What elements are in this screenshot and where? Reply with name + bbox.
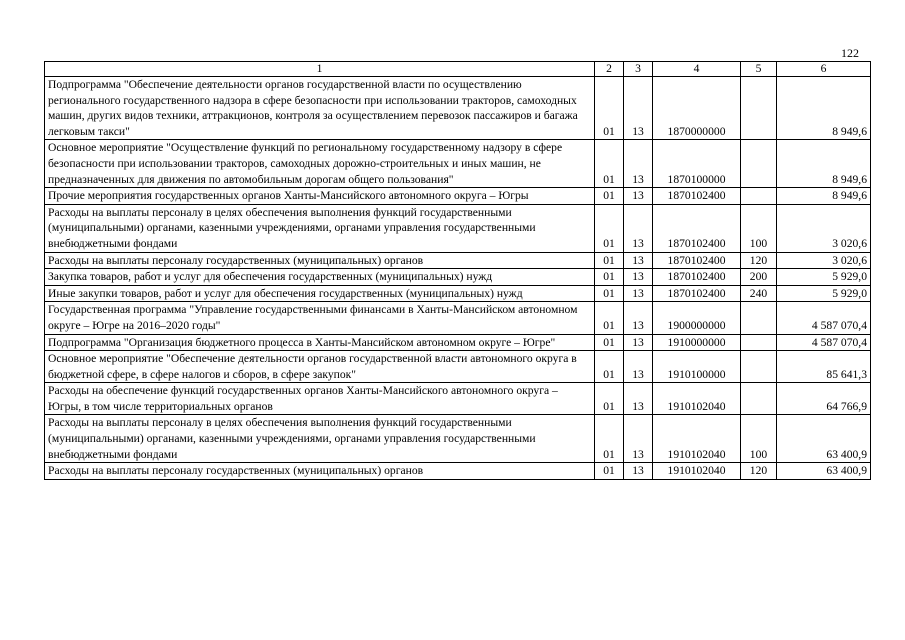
row-target-code: 1910102040 <box>653 463 741 480</box>
row-amount: 63 400,9 <box>777 415 871 463</box>
row-section: 01 <box>595 285 624 302</box>
row-subsection: 13 <box>624 77 653 140</box>
row-target-code: 1870100000 <box>653 140 741 188</box>
row-name: Расходы на выплаты персоналу государственных (муниципальных) органов <box>45 463 595 480</box>
row-expense-type: 120 <box>741 252 777 269</box>
row-target-code: 1910102040 <box>653 383 741 415</box>
row-expense-type: 240 <box>741 285 777 302</box>
row-section: 01 <box>595 204 624 252</box>
row-section: 01 <box>595 77 624 140</box>
row-subsection: 13 <box>624 269 653 286</box>
row-subsection: 13 <box>624 302 653 334</box>
row-section: 01 <box>595 140 624 188</box>
row-expense-type: 100 <box>741 204 777 252</box>
row-target-code: 1870102400 <box>653 269 741 286</box>
row-amount: 5 929,0 <box>777 285 871 302</box>
row-name: Основное мероприятие "Осуществление функций по региональному государственному надзору в сфере безопасности при использовании тракторов, самоходных дорожно-строительных и иных машин, не предназначенных для движения по автомобильным дорогам общего пользования" <box>45 140 595 188</box>
row-expense-type <box>741 334 777 351</box>
row-expense-type <box>741 302 777 334</box>
row-target-code: 1910000000 <box>653 334 741 351</box>
table-row <box>45 269 871 286</box>
row-name: Расходы на выплаты персоналу государственных (муниципальных) органов <box>45 252 595 269</box>
row-name: Основное мероприятие "Обеспечение деятельности органов государственной власти автономного округа в бюджетной сфере, в сфере налогов и сборов, в сфере закупок" <box>45 351 595 383</box>
row-section: 01 <box>595 188 624 205</box>
column-header-2: 2 <box>595 62 624 77</box>
row-name: Расходы на выплаты персоналу в целях обеспечения выполнения функций государственными (муниципальными) органами, казенными учреждениями, органами управления государственными внебюджетными фондами <box>45 415 595 463</box>
row-name: Расходы на выплаты персоналу в целях обеспечения выполнения функций государственными (муниципальными) органами, казенными учреждениями, органами управления государственными внебюджетными фондами <box>45 204 595 252</box>
row-section: 01 <box>595 415 624 463</box>
row-amount: 4 587 070,4 <box>777 334 871 351</box>
row-amount: 3 020,6 <box>777 252 871 269</box>
row-subsection: 13 <box>624 415 653 463</box>
row-subsection: 13 <box>624 285 653 302</box>
row-section: 01 <box>595 334 624 351</box>
row-subsection: 13 <box>624 463 653 480</box>
row-name: Государственная программа "Управление государственными финансами в Ханты-Мансийском автономном округе – Югре на 2016–2020 годы" <box>45 302 595 334</box>
table-row <box>45 351 871 383</box>
row-section: 01 <box>595 351 624 383</box>
row-target-code: 1870102400 <box>653 285 741 302</box>
column-header-5: 5 <box>741 62 777 77</box>
table-row <box>45 463 871 480</box>
column-header-4: 4 <box>653 62 741 77</box>
column-number-row <box>45 62 871 77</box>
row-expense-type <box>741 188 777 205</box>
row-amount: 63 400,9 <box>777 463 871 480</box>
row-target-code: 1910102040 <box>653 415 741 463</box>
row-amount: 85 641,3 <box>777 351 871 383</box>
row-section: 01 <box>595 302 624 334</box>
row-name: Прочие мероприятия государственных органов Ханты-Мансийского автономного округа – Югры <box>45 188 595 205</box>
row-name: Подпрограмма "Организация бюджетного процесса в Ханты-Мансийском автономном округе – Югре" <box>45 334 595 351</box>
row-target-code: 1910100000 <box>653 351 741 383</box>
row-amount: 4 587 070,4 <box>777 302 871 334</box>
row-amount: 8 949,6 <box>777 188 871 205</box>
row-subsection: 13 <box>624 188 653 205</box>
table-row <box>45 383 871 415</box>
table-row <box>45 77 871 140</box>
row-name: Иные закупки товаров, работ и услуг для обеспечения государственных (муниципальных) нужд <box>45 285 595 302</box>
table-row <box>45 415 871 463</box>
column-header-6: 6 <box>777 62 871 77</box>
row-target-code: 1870102400 <box>653 252 741 269</box>
row-expense-type <box>741 383 777 415</box>
row-expense-type: 100 <box>741 415 777 463</box>
row-amount: 5 929,0 <box>777 269 871 286</box>
row-amount: 64 766,9 <box>777 383 871 415</box>
row-amount: 3 020,6 <box>777 204 871 252</box>
row-name: Подпрограмма "Обеспечение деятельности органов государственной власти по осуществлению регионального государственного надзора в сфере безопасности при использовании тракторов, самоходных машин, других видов техники, аттракционов, контроля за осуществлением перевозок пассажиров и багажа легковым такси" <box>45 77 595 140</box>
page-number: 122 <box>841 46 859 60</box>
table-row <box>45 140 871 188</box>
table-row <box>45 285 871 302</box>
row-name: Закупка товаров, работ и услуг для обеспечения государственных (муниципальных) нужд <box>45 269 595 286</box>
table-row <box>45 252 871 269</box>
table-row <box>45 188 871 205</box>
row-expense-type: 200 <box>741 269 777 286</box>
row-target-code: 1870102400 <box>653 188 741 205</box>
row-expense-type <box>741 351 777 383</box>
row-expense-type <box>741 77 777 140</box>
row-amount: 8 949,6 <box>777 77 871 140</box>
table-row <box>45 204 871 252</box>
row-subsection: 13 <box>624 204 653 252</box>
row-subsection: 13 <box>624 334 653 351</box>
budget-table <box>44 61 871 480</box>
row-amount: 8 949,6 <box>777 140 871 188</box>
table-row <box>45 302 871 334</box>
row-subsection: 13 <box>624 252 653 269</box>
row-target-code: 1900000000 <box>653 302 741 334</box>
row-section: 01 <box>595 383 624 415</box>
row-expense-type: 120 <box>741 463 777 480</box>
row-section: 01 <box>595 269 624 286</box>
column-header-1: 1 <box>45 62 595 77</box>
row-subsection: 13 <box>624 351 653 383</box>
column-header-3: 3 <box>624 62 653 77</box>
row-expense-type <box>741 140 777 188</box>
table-row <box>45 334 871 351</box>
row-name: Расходы на обеспечение функций государственных органов Ханты-Мансийского автономного округа – Югры, в том числе территориальных органов <box>45 383 595 415</box>
row-subsection: 13 <box>624 383 653 415</box>
row-target-code: 1870000000 <box>653 77 741 140</box>
row-target-code: 1870102400 <box>653 204 741 252</box>
row-section: 01 <box>595 463 624 480</box>
row-subsection: 13 <box>624 140 653 188</box>
row-section: 01 <box>595 252 624 269</box>
